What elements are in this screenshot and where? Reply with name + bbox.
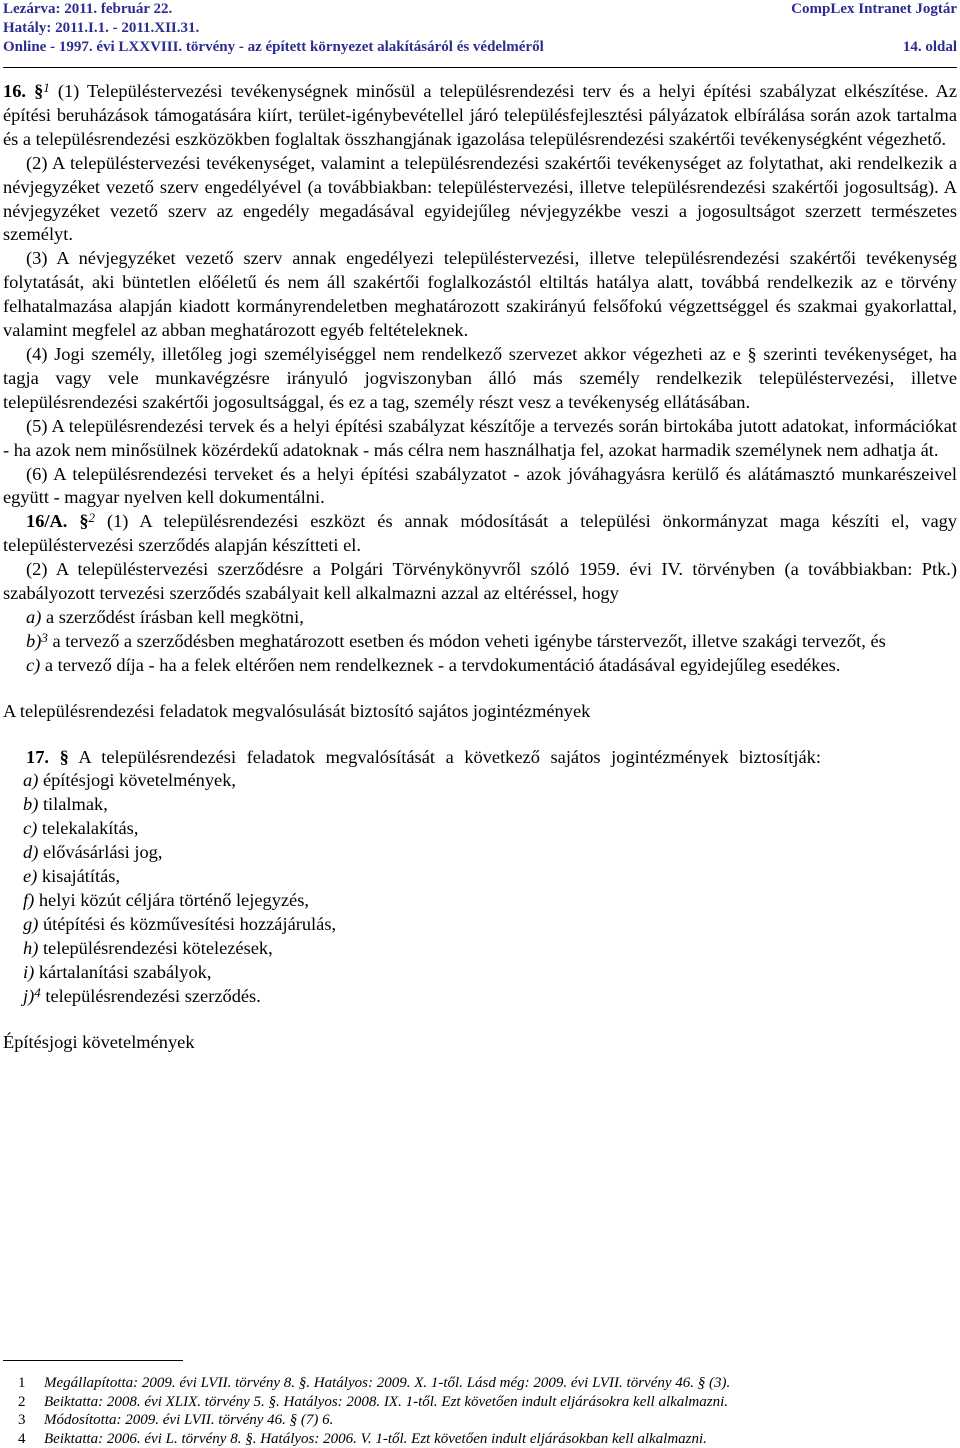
product-name: CompLex Intranet Jogtár bbox=[791, 1, 957, 17]
item-text: telekalakítás, bbox=[41, 818, 139, 839]
para-text: szerinti tevékenységet, ha tagja vagy vele munkavégzésre irányuló jogviszonyban álló más személy rendelkezik településtervezési, illetve településrendezési szakértői jogosultsággal, és ez a tag, személy részt vesz a tevékenység ellátásában. bbox=[3, 343, 957, 412]
section-sign: § bbox=[79, 511, 89, 532]
list-item bbox=[3, 961, 957, 985]
footnote-text: Módosította: 2009. évi LVII. törvény 46. § (7) 6. bbox=[44, 1412, 334, 1428]
item-text: elővásárlási jog, bbox=[42, 842, 163, 863]
footnotes bbox=[18, 1374, 950, 1448]
section-16a-para-2: (2) A településtervezési szerződésre a Polgári Törvénykönyvről szóló 1959. évi IV. törvényben (a továbbiakban: Ptk.) szabályozott tervezési szerződés szabályait kell alkalmazni azzal az eltéréssel, hogy bbox=[3, 559, 957, 604]
item-text: településrendezési kötelezések, bbox=[42, 937, 273, 958]
item-label: a) bbox=[23, 770, 39, 791]
section-heading: Építésjogi követelmények bbox=[3, 1031, 195, 1052]
item-text: útépítési és közművesítési hozzájárulás, bbox=[42, 913, 337, 934]
section-number: 16/A. bbox=[26, 511, 68, 532]
spacer bbox=[3, 1009, 957, 1031]
section-16-para-1 bbox=[3, 80, 957, 152]
item-text: a tervező a szerződésben meghatározott esetben és módon veheti igénybe társtervezőt, illetve szakági tervezőt, és bbox=[52, 630, 886, 651]
item-label: a) bbox=[26, 606, 42, 627]
footnote-text: Beiktatta: 2006. évi L. törvény 8. §. Hatályos: 2006. V. 1-től. Ezt követően indult eljárásokban kell alkalmazni. bbox=[44, 1430, 707, 1447]
law-title: Online - 1997. évi LXXVIII. törvény - az épített környezet alakításáról és védelméről bbox=[3, 39, 544, 55]
list-item bbox=[3, 769, 957, 793]
list-item bbox=[3, 865, 957, 889]
para-text: (1) A településrendezési eszközt és annak módosítását a települési önkormányzat maga készíti el, vagy településtervezési szerződés alapján készítteti el. bbox=[3, 511, 957, 556]
section-16a-para-1 bbox=[3, 510, 957, 558]
item-text: a szerződést írásban kell megkötni, bbox=[45, 606, 304, 627]
footnote bbox=[18, 1374, 950, 1393]
item-label: i) bbox=[23, 961, 35, 982]
list-item-c bbox=[3, 654, 957, 678]
header-row-2 bbox=[3, 19, 957, 38]
list-item bbox=[3, 817, 957, 841]
footnote-ref[interactable]: 3 bbox=[41, 629, 48, 645]
footnote-number: 2 bbox=[18, 1393, 26, 1410]
para-text: (4) Jogi személy, illetőleg jogi személyiséggel nem rendelkező szervezet akkor végezheti az e bbox=[26, 343, 741, 364]
page-number: 14. oldal bbox=[902, 39, 957, 55]
item-label: c) bbox=[23, 818, 38, 839]
list-item bbox=[3, 913, 957, 937]
footnote-ref[interactable]: 4 bbox=[34, 984, 41, 1000]
list-item bbox=[3, 793, 957, 817]
item-text: kártalanítási szabályok, bbox=[38, 961, 212, 982]
list-item bbox=[3, 937, 957, 961]
section-16-para-4 bbox=[3, 343, 957, 415]
header-row-1 bbox=[3, 0, 957, 19]
list-item-a bbox=[3, 606, 957, 630]
footnote-divider bbox=[3, 1360, 183, 1361]
item-text: településrendezési szerződés. bbox=[45, 985, 261, 1006]
item-text: a tervező díja - ha a felek eltérően nem rendelkeznek - a tervdokumentáció átadásával egyidejűleg esedékes. bbox=[44, 654, 841, 675]
list-item bbox=[3, 889, 957, 913]
item-label: b) bbox=[26, 630, 42, 651]
para-text: A településrendezési feladatok megvalósítását a következő sajátos jogintézmények biztosítják: bbox=[78, 746, 821, 767]
document-body bbox=[3, 80, 957, 1054]
footnote-number: 1 bbox=[18, 1375, 26, 1391]
page-header bbox=[3, 0, 957, 57]
header-row-3 bbox=[3, 38, 957, 57]
section-sign: § bbox=[34, 81, 44, 101]
item-text: tilalmak, bbox=[42, 794, 108, 815]
item-label: c) bbox=[26, 654, 41, 675]
header-divider bbox=[3, 67, 957, 68]
section-16-para-2: (2) A településtervezési tevékenységet, valamint a településrendezési szakértői tevékenységet az folytathat, aki rendelkezik a névjegyzéket vezető szerv engedélyével (a továbbiakban: településtervezési, illetve településrendezési szakértői jogosultság). A névjegyzéket vezető szerv az engedély megadásával egyidejűleg névjegyzékbe veszi a jogosultságot szerzett természetes személyt. bbox=[3, 152, 957, 245]
footnote-text: Megállapította: 2009. évi LVII. törvény 8. §. Hatályos: 2009. X. 1-től. Lásd még: 2009. évi LVII. törvény 46. § (3). bbox=[44, 1375, 731, 1391]
list-item bbox=[3, 841, 957, 865]
item-label: b) bbox=[23, 794, 39, 815]
item-label: d) bbox=[23, 842, 39, 863]
footnote bbox=[18, 1393, 950, 1412]
item-text: kisajátítás, bbox=[41, 866, 121, 887]
footnote bbox=[18, 1430, 950, 1448]
section-sign: § bbox=[59, 746, 69, 767]
section-17-intro bbox=[3, 746, 957, 770]
footnote bbox=[18, 1411, 950, 1430]
footnote-number: 3 bbox=[18, 1412, 26, 1428]
footnote-ref[interactable]: 1 bbox=[43, 80, 50, 95]
item-label: h) bbox=[23, 937, 39, 958]
item-label: g) bbox=[23, 913, 39, 934]
item-label: j) bbox=[23, 985, 35, 1006]
validity-range: Hatály: 2011.I.1. - 2011.XII.31. bbox=[3, 20, 200, 36]
item-label: f) bbox=[23, 890, 35, 910]
list-item-b bbox=[3, 630, 957, 654]
section-16-para-3: (3) A névjegyzéket vezető szerv annak engedélyezi településtervezési, illetve településrendezési szakértői tevékenység folytatását, aki büntetlen előéletű és nem áll szakértői foglalkozástól eltiltás hatálya alatt, továbbá rendelkezik az e törvény felhatalmazása alapján kiadott kormányrendeletben meghatározott szakirányú felsőfokú végzettséggel és szakmai gyakorlattal, valamint megfelel az abban meghatározott egyéb feltételeknek. bbox=[3, 248, 957, 341]
closing-date: Lezárva: 2011. február 22. bbox=[3, 1, 173, 17]
section-number: 16. bbox=[3, 81, 26, 101]
section-16-para-6: (6) A településrendezési terveket és a helyi építési szabályzatot - azok jóváhagyásra kerülő és alátámasztó munkarészeivel együtt - magyar nyelven kell dokumentálni. bbox=[3, 463, 957, 508]
footnote-text: Beiktatta: 2008. évi XLIX. törvény 5. §. Hatályos: 2008. IX. 1-től. Ezt követően indult eljárásokra kell alkalmazni. bbox=[44, 1393, 729, 1410]
section-heading: A településrendezési feladatok megvalósulását biztosító sajátos jogintézmények bbox=[3, 700, 591, 721]
spacer bbox=[3, 724, 957, 746]
section-number: 17. bbox=[26, 746, 49, 767]
section-17-list bbox=[3, 769, 957, 1008]
item-text: építésjogi követelmények, bbox=[42, 770, 236, 791]
item-text: helyi közút céljára történő lejegyzés, bbox=[38, 890, 309, 910]
para-text: (1) Településtervezési tevékenységnek minősül a településrendezési terv és a helyi építési szabályzat elkészítése. Az építési beruházások támogatására kiírt, terület-igénybevétellel járó településfejlesztési pályázatok elbírálása során azok tartalma és a településrendezési eszközökben foglaltak összhangjának igazolása településrendezési szakértői tevékenységként végezhető. bbox=[3, 81, 957, 149]
section-16-para-5: (5) A településrendezési tervek és a helyi építési szabályzat készítője a tervezés során birtokába jutott adatokat, információkat - ha azok nem minősülnek közérdekű adatoknak - más célra nem használhatja fel, azokat harmadik személynek nem adhatja át. bbox=[3, 415, 957, 460]
footnote-ref[interactable]: 2 bbox=[88, 510, 96, 526]
list-item bbox=[3, 985, 957, 1009]
section-sign: § bbox=[747, 343, 757, 364]
spacer bbox=[3, 678, 957, 700]
footnote-number: 4 bbox=[18, 1430, 26, 1447]
item-label: e) bbox=[23, 866, 38, 887]
